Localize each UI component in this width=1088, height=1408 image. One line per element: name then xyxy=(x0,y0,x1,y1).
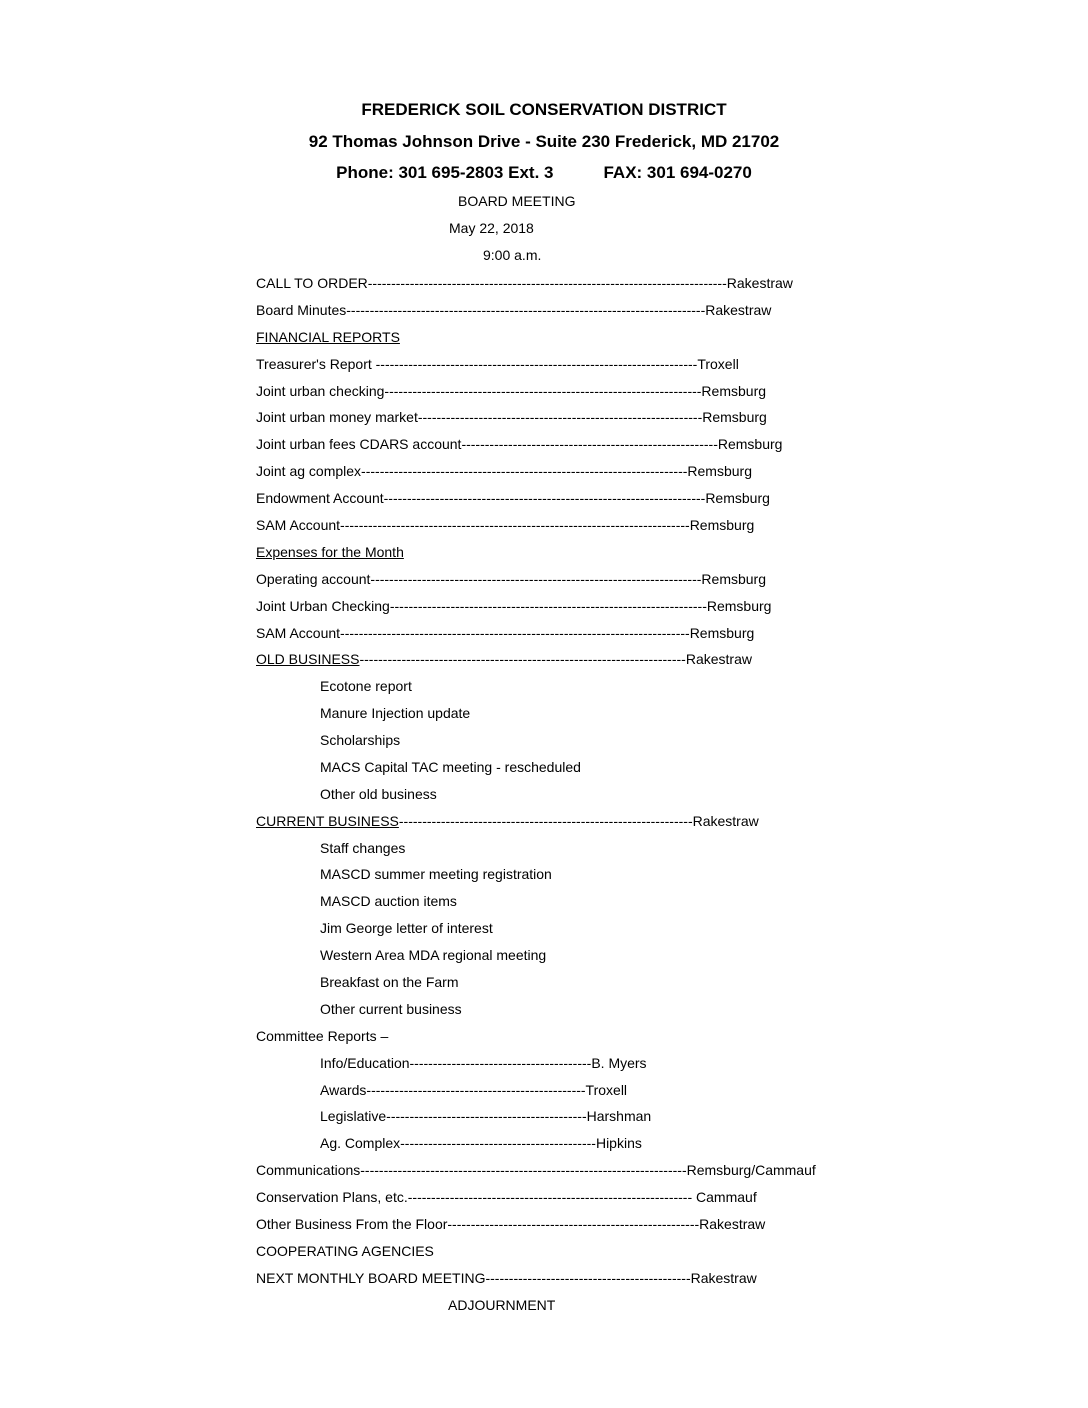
section-expenses-for-month: Expenses for the Month xyxy=(256,544,404,560)
agenda-joint-urban-fees-cdars: Joint urban fees CDARS account-------------------------------------------------------Remsburg xyxy=(256,436,783,452)
agenda-next-monthly-meeting: NEXT MONTHLY BOARD MEETING--------------------------------------------Rakestraw xyxy=(256,1270,757,1286)
old-business-item: Manure Injection update xyxy=(320,705,471,721)
old-business-item: Ecotone report xyxy=(320,678,412,694)
meeting-date: May 22, 2018 xyxy=(449,220,534,236)
agenda-cooperating-agencies: COOPERATING AGENCIES xyxy=(256,1243,434,1259)
agenda-adjournment: ADJOURNMENT xyxy=(448,1297,556,1313)
org-address: 92 Thomas Johnson Drive - Suite 230 Frederick, MD 21702 xyxy=(308,132,780,151)
agenda-communications: Communications----------------------------------------------------------------------Remsburg/Cammauf xyxy=(256,1162,816,1178)
agenda-joint-urban-checking: Joint urban checking--------------------------------------------------------------------Remsburg xyxy=(256,383,767,399)
section-current-business xyxy=(256,814,759,828)
agenda-sam-account-expenses: SAM Account---------------------------------------------------------------------------Remsburg xyxy=(256,625,755,641)
agenda-call-to-order: CALL TO ORDER-----------------------------------------------------------------------------Rakestraw xyxy=(256,275,793,291)
current-business-item: Other current business xyxy=(320,1001,462,1017)
current-business-label: CURRENT BUSINESS xyxy=(256,813,399,829)
agenda-board-minutes: Board Minutes-----------------------------------------------------------------------------Rakestraw xyxy=(256,302,772,318)
section-financial-reports: FINANCIAL REPORTS xyxy=(256,329,400,345)
org-name: FREDERICK SOIL CONSERVATION DISTRICT xyxy=(361,100,727,119)
contact-line xyxy=(0,164,1088,181)
agenda-endowment-account: Endowment Account---------------------------------------------------------------------Remsburg xyxy=(256,490,770,506)
section-committee-reports: Committee Reports – xyxy=(256,1028,389,1044)
agenda-operating-account: Operating account-----------------------------------------------------------------------Remsburg xyxy=(256,571,766,587)
committee-item: Awards-----------------------------------------------Troxell xyxy=(320,1082,628,1098)
committee-item: Ag. Complex------------------------------------------Hipkins xyxy=(320,1135,642,1151)
old-business-presenter: ----------------------------------------------------------------------Rakestraw xyxy=(359,651,752,667)
old-business-label: OLD BUSINESS xyxy=(256,651,360,667)
committee-item: Info/Education---------------------------------------B. Myers xyxy=(320,1055,647,1071)
agenda-treasurers-report: Treasurer's Report ---------------------------------------------------------------------Troxell xyxy=(256,356,739,372)
agenda-joint-urban-checking-expenses: Joint Urban Checking--------------------------------------------------------------------Remsburg xyxy=(256,598,772,614)
meeting-time: 9:00 a.m. xyxy=(483,247,542,263)
current-business-item: Staff changes xyxy=(320,840,406,856)
current-business-item: MASCD summer meeting registration xyxy=(320,866,552,882)
fax-number: FAX: 301 694-0270 xyxy=(603,163,752,182)
old-business-item: Other old business xyxy=(320,786,437,802)
section-old-business xyxy=(256,652,752,666)
current-business-item: MASCD auction items xyxy=(320,893,457,909)
current-business-item: Jim George letter of interest xyxy=(320,920,493,936)
agenda-sam-account: SAM Account---------------------------------------------------------------------------Remsburg xyxy=(256,517,755,533)
agenda-joint-ag-complex: Joint ag complex----------------------------------------------------------------------Remsburg xyxy=(256,463,752,479)
old-business-item: MACS Capital TAC meeting - rescheduled xyxy=(320,759,581,775)
meeting-title: BOARD MEETING xyxy=(458,193,576,209)
current-business-item: Breakfast on the Farm xyxy=(320,974,459,990)
current-business-item: Western Area MDA regional meeting xyxy=(320,947,547,963)
old-business-item: Scholarships xyxy=(320,732,401,748)
phone-number: Phone: 301 695-2803 Ext. 3 xyxy=(336,163,554,182)
agenda-joint-urban-money-market: Joint urban money market-------------------------------------------------------------Remsburg xyxy=(256,409,767,425)
agenda-other-business-floor: Other Business From the Floor------------------------------------------------------Rakestraw xyxy=(256,1216,766,1232)
agenda-conservation-plans: Conservation Plans, etc.------------------------------------------------------------- Cammauf xyxy=(256,1189,757,1205)
committee-item: Legislative-------------------------------------------Harshman xyxy=(320,1108,652,1124)
current-business-presenter: ---------------------------------------------------------------Rakestraw xyxy=(398,813,759,829)
